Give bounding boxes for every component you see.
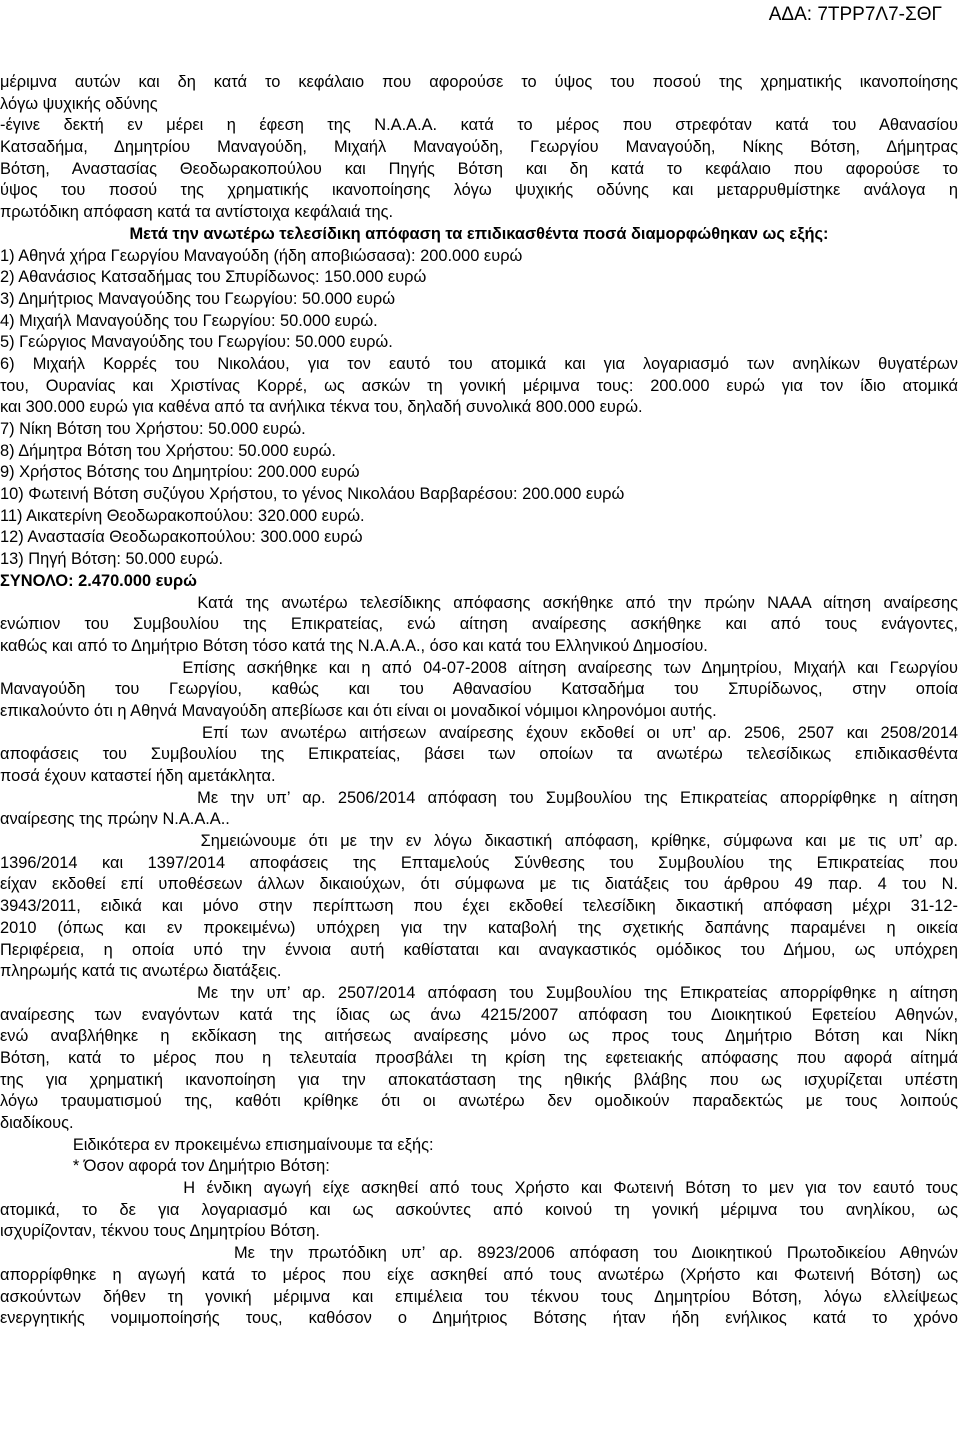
text-line: 2010 (όπως και εν προκειμένω) υπόχρεη για την καταβολή της σχετικής δαπάνης παραμένει η οικεία bbox=[0, 918, 958, 937]
text-line: επικαλούντο ότι η Αθηνά Μαναγούδη απεβίωσε και ότι είναι οι μοναδικοί νόμιμοι κληρονόμοι αυτής. bbox=[0, 701, 717, 720]
text-line: Με την υπ’ αρ. 2507/2014 απόφαση του Συμβουλίου της Επικρατείας απορρίφθηκε η αίτηση bbox=[0, 983, 958, 1002]
text-line: Με την υπ’ αρ. 2506/2014 απόφαση του Συμβουλίου της Επικρατείας απορρίφθηκε η αίτηση bbox=[0, 788, 958, 807]
text-line: Επίσης ασκήθηκε και η από 04-07-2008 αίτηση αναίρεσης των Δημητρίου, Μιχαήλ και Γεωργίου bbox=[0, 658, 958, 677]
text-line: 10) Φωτεινή Βότση συζύγου Χρήστου, το γένος Νικολάου Βαρβαρέσου: 200.000 ευρώ bbox=[0, 485, 625, 504]
text-line: Βότση, κατά το μέρος που η τελευταία προσβάλει τη κρίση της εφετειακής απόφασης που αφορά αίτημά bbox=[0, 1048, 958, 1067]
text-line: καθώς και από το Δημήτριο Βότση τόσο κατά της Ν.Α.Α.Α., όσο και κατά του Ελληνικού Δημοσίου. bbox=[0, 636, 708, 655]
text-line: Επί των ανωτέρω αιτήσεων αναίρεσης έχουν εκδοθεί οι υπ’ αρ. 2506, 2507 και 2508/2014 bbox=[0, 723, 958, 742]
text-line: 3943/2011, ειδικά και μόνο στην περίπτωση που έχει εκδοθεί τελεσίδικη δικαστική απόφαση μέχρι 31-12- bbox=[0, 897, 958, 916]
text-line: 11) Αικατερίνη Θεοδωρακοπούλου: 320.000 ευρώ. bbox=[0, 506, 365, 525]
text-line: και 300.000 ευρώ για καθένα από τα ανήλικα τέκνα του, δηλαδή συνολικά 800.000 ευρώ. bbox=[0, 398, 643, 417]
text-line: ενώ αναβλήθηκε η εκδίκαση της αιτήσεως αναίρεσης μόνο ως προς τους Δημήτριο Βότση και Νίκη bbox=[0, 1027, 958, 1046]
ada-code: ΑΔΑ: 7ΤΡΡ7Λ7-ΣΘΓ bbox=[768, 4, 942, 25]
text-line: αναίρεσης των εναγόντων κατά της ίδιας ως άνω 4215/2007 απόφαση του Διοικητικού Εφετείου Αθηνών, bbox=[0, 1005, 958, 1024]
text-line: Περιφέρεια, η οποία υπό την έννοια αυτή καθίσταται και αναγκαστικός ομόδικος του Δήμου, ως υπόχρεη bbox=[0, 940, 958, 959]
text-line: ύψος του ποσού της χρηματικής ικανοποίησης λόγω ψυχικής οδύνης και μεταρρυθμίστηκε ανάλογα η bbox=[0, 181, 958, 200]
text-line: ενώπιον του Συμβουλίου της Επικρατείας, ενώ αίτηση αναίρεσης ασκήθηκε και από τους ενάγοντες, bbox=[0, 615, 958, 634]
text-line: 2) Αθανάσιος Κατσαδήμας του Σπυρίδωνος: 150.000 ευρώ bbox=[0, 268, 427, 287]
text-line: ποσά έχουν καταστεί ήδη αμετάκλητα. bbox=[0, 767, 276, 785]
text-line: λόγω ψυχικής οδύνης bbox=[0, 94, 158, 113]
text-line: μέριμνα αυτών και δη κατά το κεφάλαιο που αφορούσε το ύψος του ποσού της χρηματικής ικανοποίησης bbox=[0, 73, 958, 91]
text-line: -έγινε δεκτή εν μέρει η έφεση της Ν.Α.Α.Α. κατά το μέρος που στρεφόταν κατά του Αθανασίου bbox=[0, 116, 958, 135]
text-line: απορρίφθηκε η αγωγή κατά το μέρος που είχε ασκηθεί από τους ανωτέρω (Χρήστο και Φωτεινή Βότση) ως bbox=[0, 1265, 958, 1284]
text-line: 1396/2014 και 1397/2014 αποφάσεις της Επταμελούς Σύνθεσης του Συμβουλίου της Επικρατείας που bbox=[0, 853, 958, 872]
text-line: Κατά της ανωτέρω τελεσίδικης απόφασης ασκήθηκε από την πρώην ΝΑΑΑ αίτηση αναίρεσης bbox=[0, 593, 958, 612]
text-line: είχαν εκδοθεί επί υποθέσεων άλλων δικαιούχων, ότι σύμφωνα με τις διατάξεις του άρθρου 49 παρ. 4 του Ν. bbox=[0, 875, 958, 894]
text-line: 5) Γεώργιος Μαναγούδης του Γεωργίου: 50.000 ευρώ. bbox=[0, 333, 393, 352]
text-line: Βότση, Αναστασίας Θεοδωρακοπούλου και Πηγής Βότση και δη κατά το κεφάλαιο που αφορούσε το bbox=[0, 159, 958, 178]
text-line: αναίρεσης της πρώην Ν.Α.Α.Α.. bbox=[0, 810, 230, 829]
text-line: της για χρηματική ικανοποίηση για την αποκατάσταση της ηθικής βλάβης που ως ισχυρίζεται υπέστη bbox=[0, 1070, 958, 1089]
document-body bbox=[0, 72, 958, 1330]
text-line: του, Ουρανίας και Χριστίνας Κορρέ, ως ασκών τη γονική μέριμνα τους: 200.000 ευρώ για τον ίδιο ατομικά bbox=[0, 376, 958, 395]
text-line: * Όσον αφορά τον Δημήτριο Βότση: bbox=[0, 1157, 330, 1176]
text-line: 4) Μιχαήλ Μαναγούδης του Γεωργίου: 50.000 ευρώ. bbox=[0, 311, 378, 330]
text-line: ασκούντων δήθεν τη γονική μέριμνα και επιμέλεια του τέκνου τους Δημητρίου Βότση, λόγω ελλείψεως bbox=[0, 1287, 958, 1306]
text-line: 8) Δήμητρα Βότση του Χρήστου: 50.000 ευρώ. bbox=[0, 441, 336, 460]
text-line: Σημειώνουμε ότι με την εν λόγω δικαστική απόφαση, κρίθηκε, σύμφωνα και με τις υπ’ αρ. bbox=[0, 832, 958, 851]
text-line: Μαναγούδη του Γεωργίου, καθώς και του Αθανασίου Κατσαδήμα του Σπυρίδωνος, στην οποία bbox=[0, 680, 958, 699]
text-line: αποφάσεις του Συμβουλίου της Επικρατείας, βάσει των οποίων τα ανωτέρω τελεσίδικως επιδικασθέντα bbox=[0, 745, 958, 764]
text-line: πρωτόδικη απόφαση κατά τα αντίστοιχα κεφάλαιά της. bbox=[0, 203, 394, 222]
text-line: 13) Πηγή Βότση: 50.000 ευρώ. bbox=[0, 550, 224, 569]
text-line: Η ένδικη αγωγή είχε ασκηθεί από τους Χρήστο και Φωτεινή Βότση το μεν για τον εαυτό τους bbox=[0, 1179, 958, 1198]
text-line: Μετά την ανωτέρω τελεσίδικη απόφαση τα επιδικασθέντα ποσά διαμορφώθηκαν ως εξής: bbox=[129, 224, 829, 243]
text-line: 9) Χρήστος Βότσης του Δημητρίου: 200.000 ευρώ bbox=[0, 463, 360, 482]
text-line: Ειδικότερα εν προκειμένω επισημαίνουμε τα εξής: bbox=[0, 1135, 434, 1154]
text-line: διαδίκους. bbox=[0, 1114, 74, 1132]
text-line: 6) Μιχαήλ Κορρές του Νικολάου, για τον εαυτό του ατομικά και για λογαριασμό των ανηλίκων θυγατέρων bbox=[0, 354, 958, 373]
text-line: ενεργητικής νομιμοποίησής τους, καθόσον ο Δημήτριος Βότσης ήταν ήδη ενήλικος κατά το χρόνο bbox=[0, 1309, 958, 1328]
text-line: ισχυρίζονταν, τέκνου τους Δημητρίου Βότση. bbox=[0, 1222, 320, 1241]
text-line: Με την πρωτόδικη υπ’ αρ. 8923/2006 απόφαση του Διοικητικού Πρωτοδικείου Αθηνών bbox=[0, 1244, 958, 1263]
text-line: ΣΥΝΟΛΟ: 2.470.000 ευρώ bbox=[0, 571, 197, 590]
text-line: λόγω τραυματισμού της, καθότι κρίθηκε ότι οι ανωτέρω δεν ομοδικούν παραδεκτώς με τους λοιπούς bbox=[0, 1092, 958, 1111]
text-line: 12) Αναστασία Θεοδωρακοπούλου: 300.000 ευρώ bbox=[0, 528, 363, 547]
text-line: Κατσαδήμα, Δημητρίου Μαναγούδη, Μιχαήλ Μαναγούδη, Γεωργίου Μαναγούδη, Νίκης Βότση, Δήμητρας bbox=[0, 138, 958, 157]
text-line: πληρωμής κατά τις ανωτέρω διατάξεις. bbox=[0, 962, 282, 981]
text-line: 1) Αθηνά χήρα Γεωργίου Μαναγούδη (ήδη αποβιώσασα): 200.000 ευρώ bbox=[0, 246, 523, 265]
text-line: ατομικά, το δε για λογαριασμό και ως ασκούντες από κοινού τη γονική μέριμνα του ανηλίκου, ως bbox=[0, 1200, 958, 1219]
text-line: 7) Νίκη Βότση του Χρήστου: 50.000 ευρώ. bbox=[0, 420, 306, 438]
text-line: 3) Δημήτριος Μαναγούδης του Γεωργίου: 50.000 ευρώ bbox=[0, 289, 396, 308]
